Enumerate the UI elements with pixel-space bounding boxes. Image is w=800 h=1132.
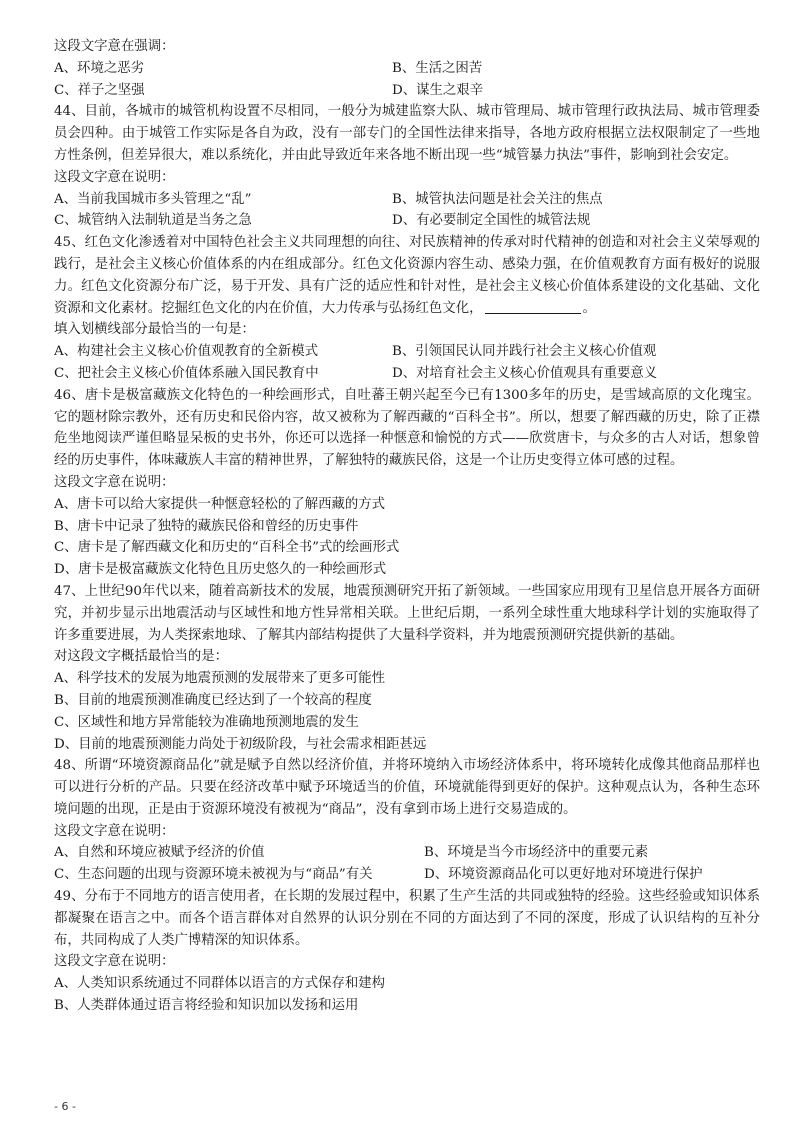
q45-option-a[interactable]: A、构建社会主义核心价值观教育的全新模式 xyxy=(54,344,319,360)
page-number: - 6 - xyxy=(54,1100,76,1113)
q48-option-b[interactable]: B、环境是当今市场经济中的重要元素 xyxy=(424,845,649,861)
q45-option-c[interactable]: C、把社会主义核心价值体系融入国民教育中 xyxy=(54,365,319,381)
q45-passage-text: 45、红色文化渗透着对中国特色社会主义共同理想的向往、对民族精神的传承对时代精神的创造和对社会主义荣辱观的践行，是社会主义核心价值体系的内在组成部分。红色文化资源内容生动、感染力强，在价值观教育方面有极好的说服力。红色文化资源分布广泛，易于开发、具有广泛的适应性和针对性，是社会主义核心价值体系建设的文化基础、文化资源和文化素材。挖掘红色文化的内在价值，大力传承与弘扬红色文化， xyxy=(54,235,760,316)
q46-option-c[interactable]: C、唐卡是了解西藏文化和历史的“百科全书”式的绘画形式 xyxy=(54,540,400,556)
q48-option-d[interactable]: D、环境资源商品化可以更好地对环境进行保护 xyxy=(424,867,703,883)
q49-option-a[interactable]: A、人类知识系统通过不同群体以语言的方式保存和建构 xyxy=(54,976,386,992)
q48-option-c[interactable]: C、生态问题的出现与资源环境未被视为与“商品”有关 xyxy=(54,867,373,883)
q44-options-row-2 xyxy=(54,210,760,232)
q49-option-b[interactable]: B、人类群体通过语言将经验和知识加以发扬和运用 xyxy=(54,998,359,1014)
q43-option-d[interactable]: D、谋生之艰辛 xyxy=(392,82,484,98)
q44-option-a[interactable]: A、当前我国城市多头管理之“乱” xyxy=(54,191,252,207)
q46-option-b[interactable]: B、唐卡中记录了独特的藏族民俗和曾经的历史事件 xyxy=(54,518,359,534)
q43-prompt: 这段文字意在强调： xyxy=(54,39,175,54)
q44-option-d[interactable]: D、有必要制定全国性的城管法规 xyxy=(392,213,591,229)
q44-option-b[interactable]: B、城管执法问题是社会关注的焦点 xyxy=(392,191,603,207)
q45-prompt: 填入划横线部分最恰当的一句是： xyxy=(54,322,255,338)
q43-options-row-1 xyxy=(54,58,760,80)
q44-passage: 44、目前，各城市的城管机构设置不尽相同，一般分为城建监察大队、城市管理局、城市管理行政执法局、城市管理委员会四种。由于城管工作实际是各自为政，没有一部专门的全国性法律来指导，各地方政府根据立法权限制定了一些地方性条例，但差异很大，难以系统化，并由此导致近年来各地不断出现一些“城管暴力执法”事件，影响到社会安定。 xyxy=(54,104,760,163)
q46-option-a[interactable]: A、唐卡可以给大家提供一种惬意轻松的了解西藏的方式 xyxy=(54,496,386,512)
q47-option-a[interactable]: A、科学技术的发展为地震预测的发展带来了更多可能性 xyxy=(54,671,386,687)
q46-prompt: 这段文字意在说明： xyxy=(54,474,175,490)
q48-prompt: 这段文字意在说明： xyxy=(54,823,175,839)
exam-page xyxy=(54,36,760,1017)
q45-options-row-1 xyxy=(54,341,760,363)
q45-option-b[interactable]: B、引领国民认同并践行社会主义核心价值观 xyxy=(392,344,657,360)
q47-option-c[interactable]: C、区域性和地方异常能较为准确地预测地震的发生 xyxy=(54,714,359,730)
q43-option-b[interactable]: B、生活之困苦 xyxy=(392,60,483,76)
q45-option-d[interactable]: D、对培育社会主义核心价值观具有重要意义 xyxy=(392,365,658,381)
q47-prompt: 对这段文字概括最恰当的是： xyxy=(54,649,229,665)
q47-option-b[interactable]: B、目前的地震预测准确度已经达到了一个较高的程度 xyxy=(54,692,372,708)
q47-option-d[interactable]: D、目前的地震预测能力尚处于初级阶段，与社会需求相距甚远 xyxy=(54,736,427,752)
q45-fill-blank xyxy=(485,299,581,314)
q47-passage: 47、上世纪90年代以来，随着高新技术的发展，地震预测研究开拓了新领域。一些国家应用现有卫星信息开展各方面研究，并初步显示出地震活动与区域性和地方性异常相关联。上世纪后期，一系列全球性重大地球科学计划的实施取得了许多重要进展，为人类探索地球、了解其内部结构提供了大量科学资料，并为地震预测研究提供新的基础。 xyxy=(54,583,760,643)
q48-option-a[interactable]: A、自然和环境应被赋予经济的价值 xyxy=(54,845,265,861)
q43-option-a[interactable]: A、环境之恶劣 xyxy=(54,60,145,76)
q48-options-row-2 xyxy=(54,864,760,886)
q46-option-d[interactable]: D、唐卡是极富藏族文化特色且历史悠久的一种绘画形式 xyxy=(54,562,387,578)
q45-passage-ending: 。 xyxy=(582,300,596,316)
q45-options-row-2 xyxy=(54,363,760,385)
q44-options-row-1 xyxy=(54,189,760,211)
q49-prompt: 这段文字意在说明： xyxy=(54,954,175,970)
q46-passage: 46、唐卡是极富藏族文化特色的一种绘画形式，自吐蕃王朝兴起至今已有1300多年的历史，是雪域高原的文化瑰宝。它的题材除宗教外，还有历史和民俗内容，故又被称为了解西藏的“百科全书”。所以，想要了解西藏的历史，除了正襟危坐地阅读严谨但略显呆板的史书外，你还可以选择一种惬意和愉悦的方式——欣赏唐卡，与众多的古人对话，想象曾经的历史事件，体味藏族人丰富的精神世界，了解独特的藏族民俗，这是一个让历史变得立体可感的过程。 xyxy=(54,387,760,469)
q43-options-row-2 xyxy=(54,80,760,102)
q44-option-c[interactable]: C、城管纳入法制轨道是当务之急 xyxy=(54,213,252,229)
q49-passage: 49、分布于不同地方的语言使用者，在长期的发展过程中，积累了生产生活的共同或独特的经验。这些经验或知识体系都凝聚在语言之中。而各个语言群体对自然界的认识分别在不同的方面达到了不同的深度，形成了认识结构的互补分布，共同构成了人类广博精深的知识体系。 xyxy=(54,889,760,948)
q45-passage xyxy=(54,232,760,319)
q48-passage: 48、所谓“环境资源商品化”就是赋予自然以经济价值，并将环境纳入市场经济体系中，将环境转化成像其他商品那样也可以进行分析的产品。只要在经济改革中赋予环境适当的价值，环境就能得到更好的保护。这种观点认为，各种生态环境问题的出现，正是由于资源环境没有被视为“商品”，没有拿到市场上进行交易造成的。 xyxy=(54,758,760,817)
q48-options-row-1 xyxy=(54,842,760,864)
q44-prompt: 这段文字意在说明： xyxy=(54,169,175,185)
q43-option-c[interactable]: C、祥子之坚强 xyxy=(54,82,145,98)
